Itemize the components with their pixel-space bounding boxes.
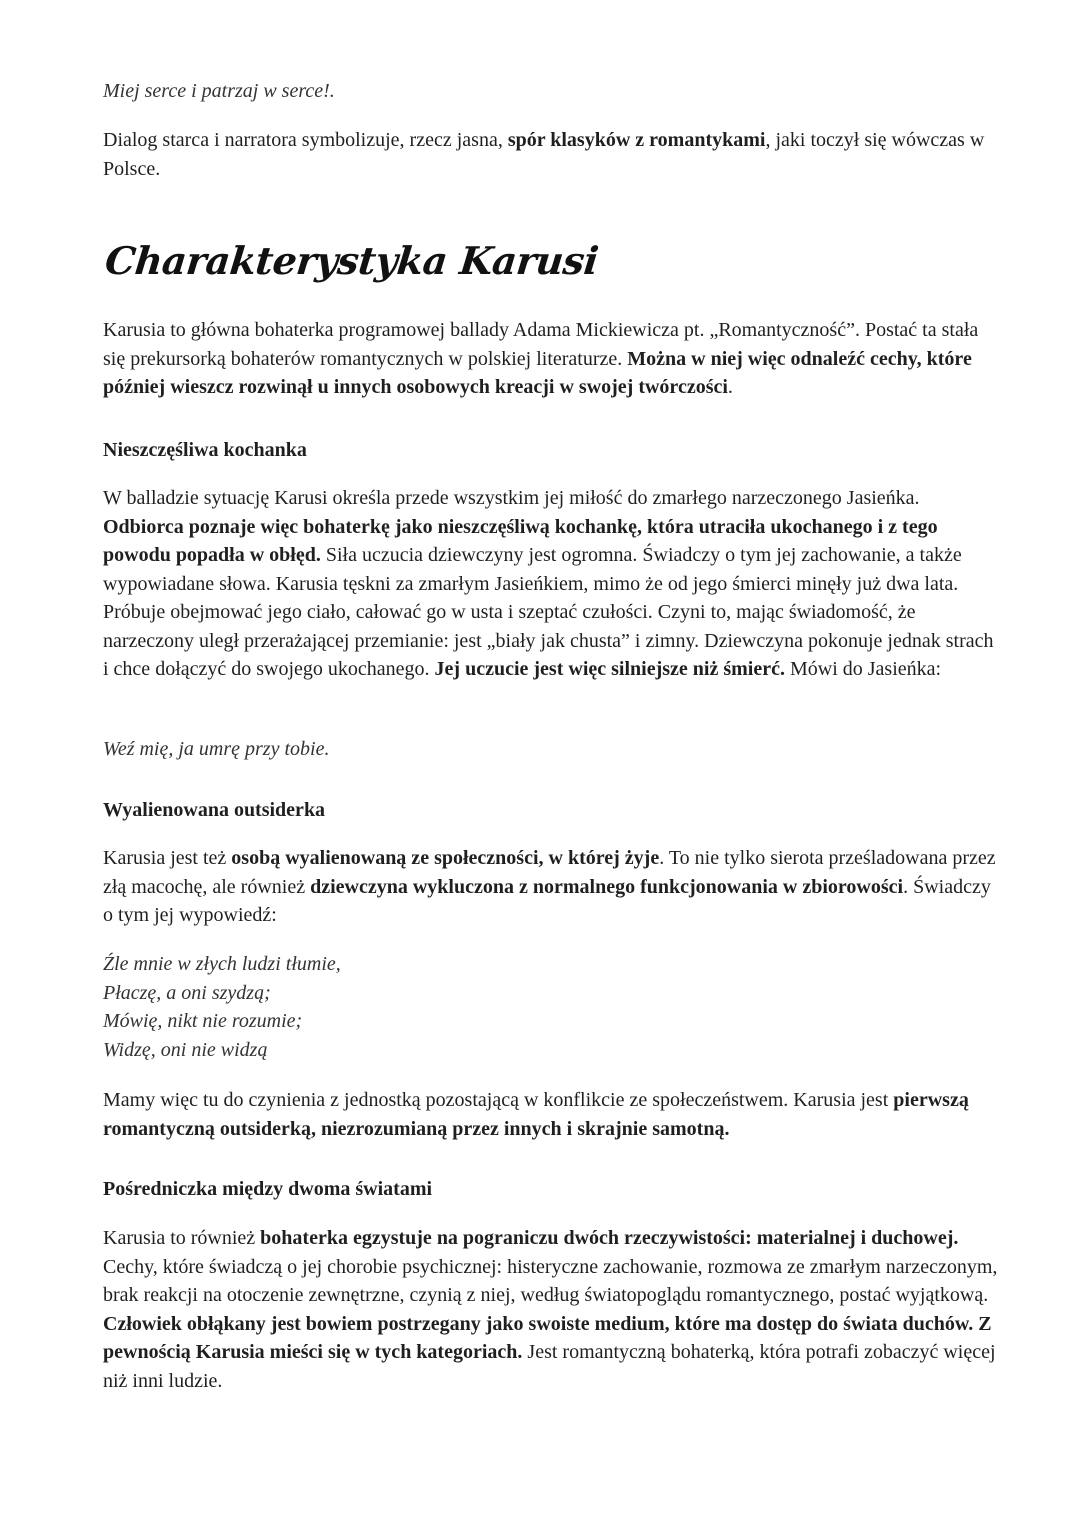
paragraph-dialog: Dialog starca i narratora symbolizuje, rzecz jasna, spór klasyków z romantykami, jaki toczył się wówczas w Polsce. xyxy=(103,129,985,180)
poem-line: Mówię, nikt nie rozumie; xyxy=(103,1010,303,1032)
paragraph-outsiderka: Karusia jest też osobą wyalienowaną ze społeczności, w której żyje. To nie tylko sierota prześladowana przez złą macochę, ale również dziewczyna wykluczona z normalnego funkcjonowania w zbiorowości. Świadczy o tym jej wypowiedź: xyxy=(103,847,996,926)
quote-line: Miej serce i patrzaj w serce!. xyxy=(103,80,335,102)
paragraph-kochanka: W balladzie sytuację Karusi określa przede wszystkim jej miłość do zmarłego narzeczonego Jasieńka. Odbiorca poznaje więc bohaterkę jako nieszczęśliwą kochankę, która utraciła ukochanego i z tego powodu popadła w obłęd. Siła uczucia dziewczyny jest ogromna. Świadczy o tym jej zachowanie, a także wypowiadane słowa. Karusia tęskni za zmarłym Jasieńkiem, mimo że od jego śmierci minęły już dwa lata. Próbuje obejmować jego ciało, całować go w usta i szeptać czułości. Czyni to, mając świadomość, że narzeczony uległ przerażającej przemianie: jest „biały jak chusta” i zimny. Dziewczyna pokonuje jednak strach i chce dołączyć do swojego ukochanego. Jej uczucie jest więc silniejsze niż śmierć. Mówi do Jasieńka: xyxy=(103,487,994,680)
section-heading: Pośredniczka między dwoma światami xyxy=(103,1178,433,1200)
section-heading: Nieszczęśliwa kochanka xyxy=(103,439,307,461)
poem-line: Płaczę, a oni szydzą; xyxy=(103,981,271,1004)
quote-line: Weź mię, ja umrę przy tobie. xyxy=(103,738,330,760)
poem-line: Widzę, oni nie widzą xyxy=(103,1038,268,1061)
poem-line: Źle mnie w złych ludzi tłumie, xyxy=(103,953,341,975)
poem-quote xyxy=(103,950,1003,1064)
section-heading: Wyalienowana outsiderka xyxy=(103,799,326,821)
page-title: Charakterystyka Karusi xyxy=(103,238,601,283)
paragraph-konflikt: Mamy więc tu do czynienia z jednostką pozostającą w konflikcie ze społeczeństwem. Karusia jest pierwszą romantyczną outsiderką, niezrozumianą przez innych i skrajnie samotną. xyxy=(103,1089,969,1140)
paragraph-intro: Karusia to główna bohaterka programowej ballady Adama Mickiewicza pt. „Romantyczność”. Postać ta stała się prekursorką bohaterów romantycznych w polskiej literaturze. Można w niej więc odnaleźć cechy, które później wieszcz rozwinął u innych osobowych kreacji w swojej twórczości. xyxy=(103,319,979,398)
paragraph-posredniczka: Karusia to również bohaterka egzystuje na pograniczu dwóch rzeczywistości: materialnej i duchowej. Cechy, które świadczą o jej chorobie psychicznej: histeryczne zachowanie, rozmowa ze zmarłym narzeczonym, brak reakcji na otoczenie zewnętrzne, czynią z niej, według światopoglądu romantycznego, postać wyjątkową. Człowiek obłąkany jest bowiem postrzegany jako swoiste medium, które ma dostęp do świata duchów. Z pewnością Karusia mieści się w tych kategoriach. Jest romantyczną bohaterką, która potrafi zobaczyć więcej niż inni ludzie. xyxy=(103,1227,998,1392)
